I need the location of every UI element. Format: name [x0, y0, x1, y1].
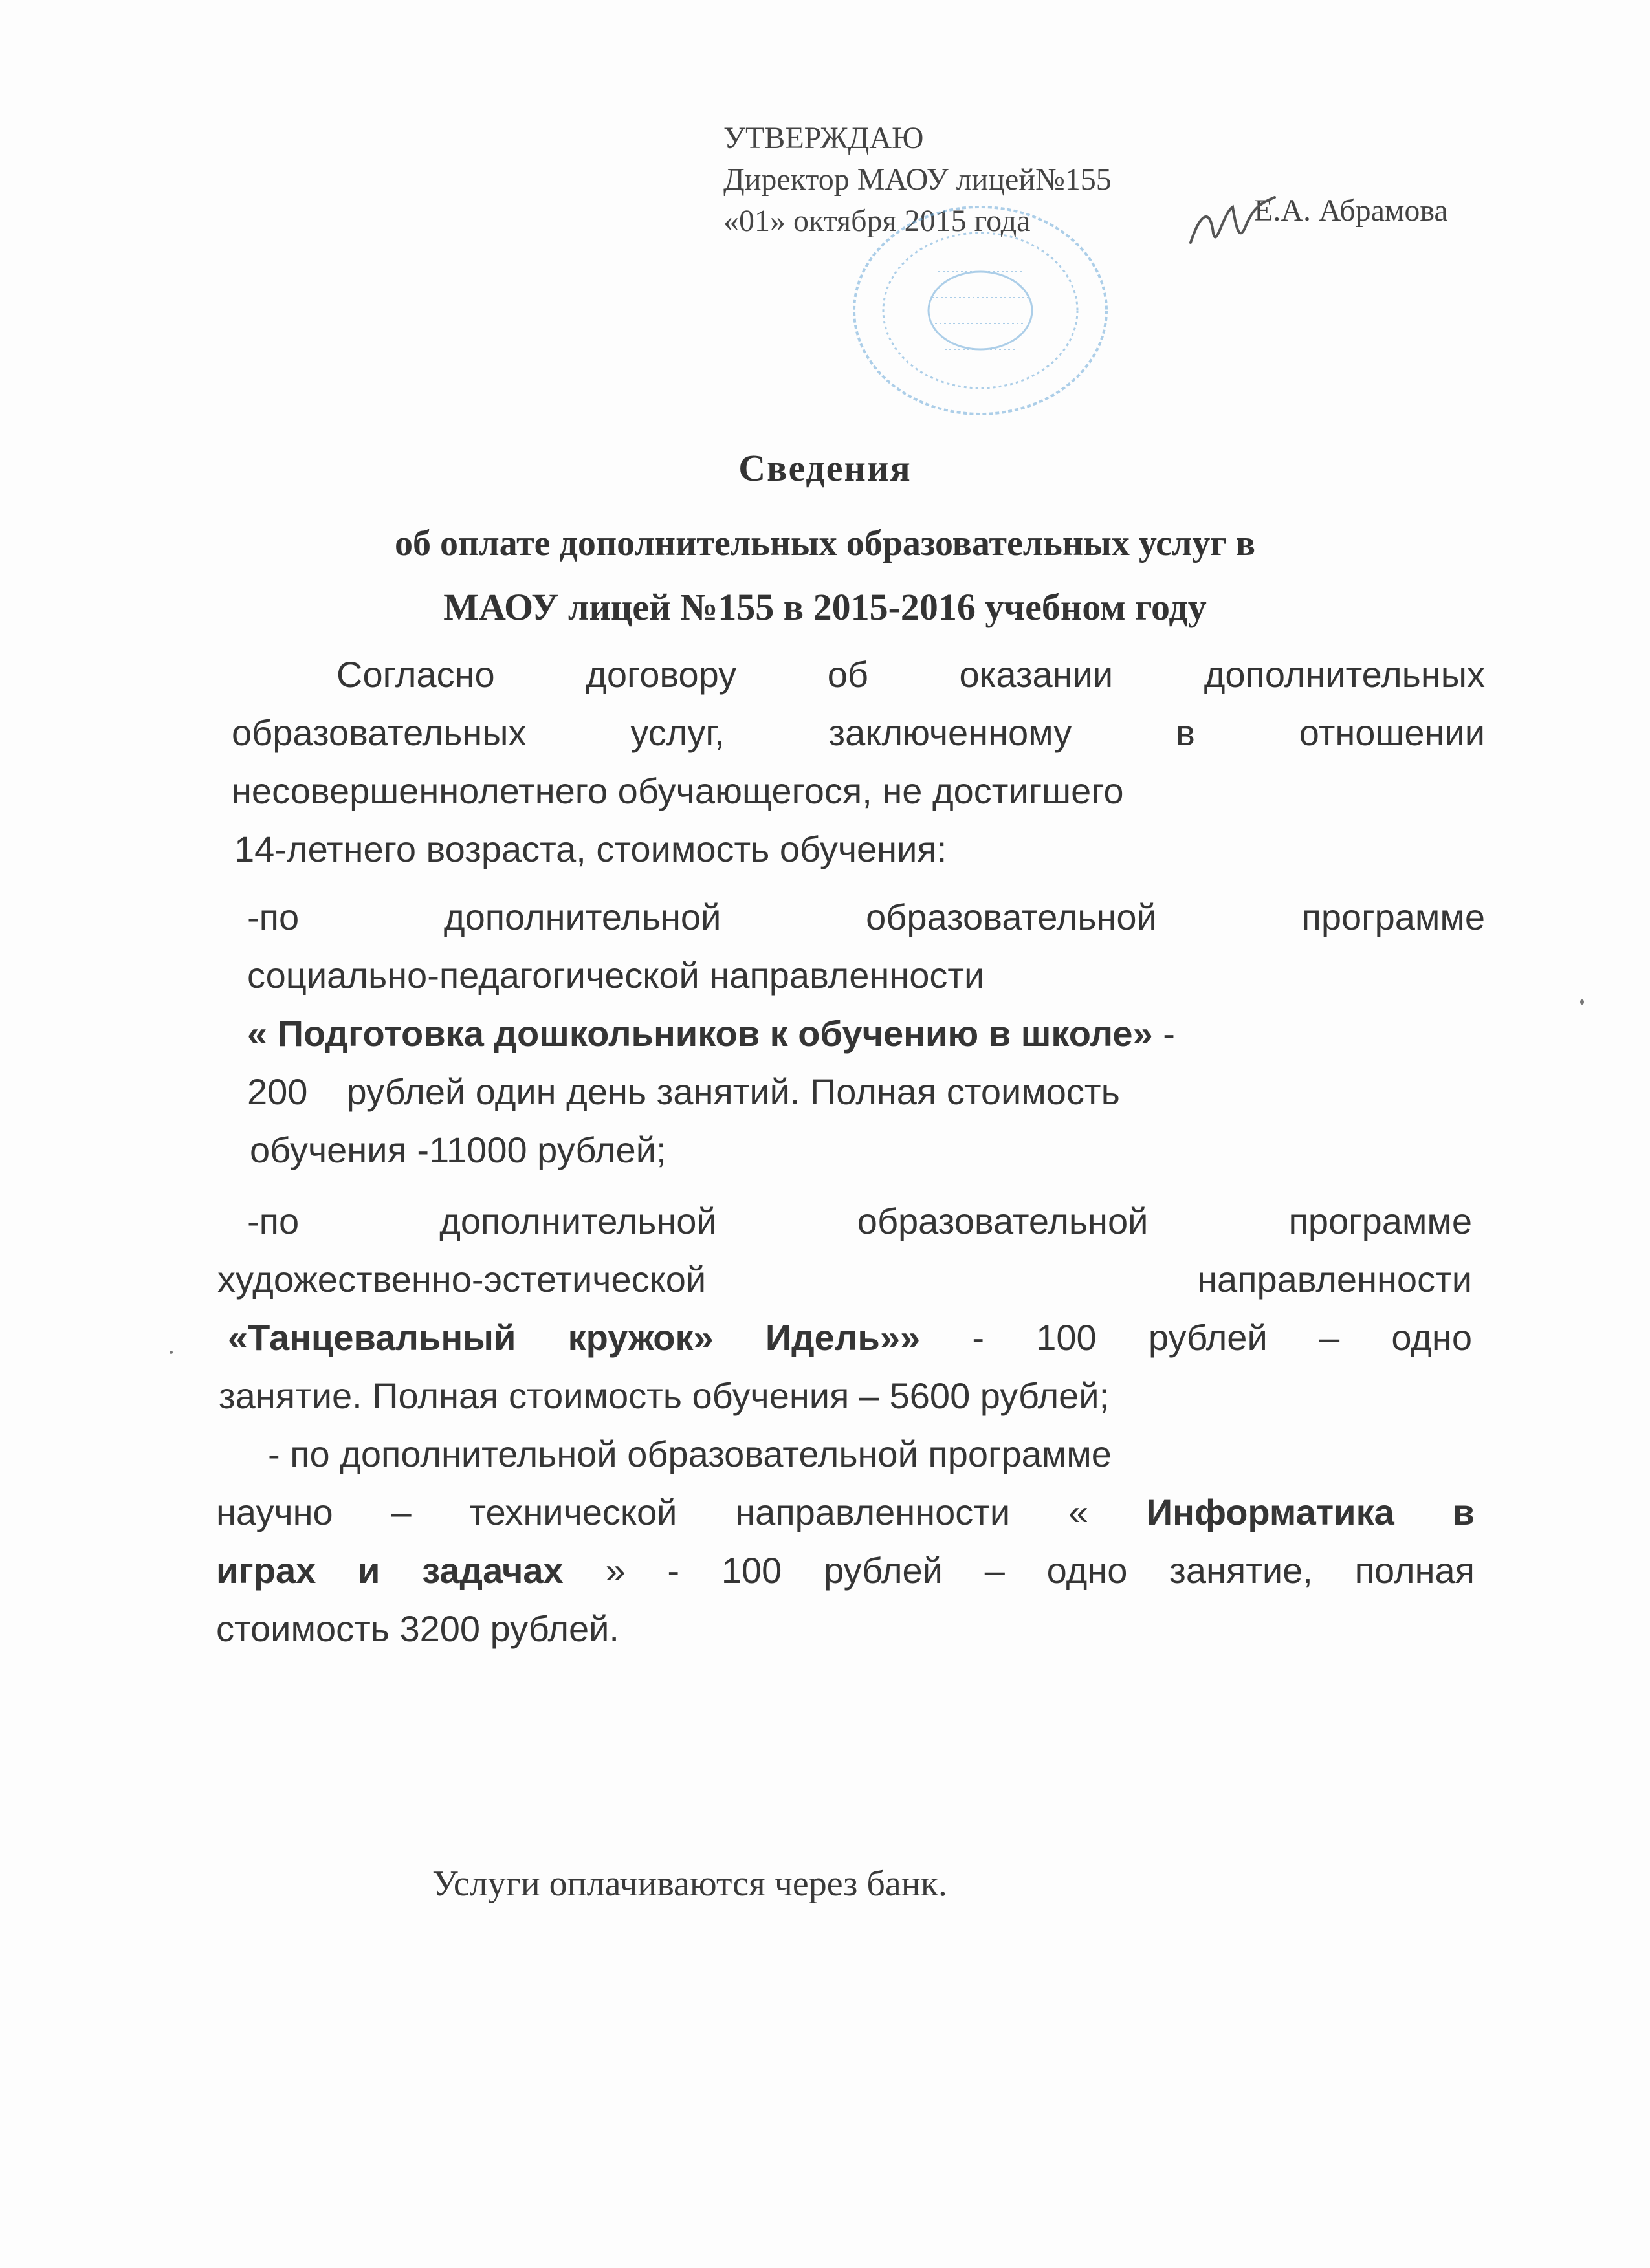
program1-line-2: социально-педагогической направленности	[247, 955, 985, 996]
scan-speck	[1580, 999, 1584, 1005]
scan-speck	[170, 1351, 173, 1354]
program3-total: стоимость 3200 рублей.	[216, 1608, 619, 1649]
program1-total: обучения -11000 рублей;	[250, 1129, 666, 1170]
intro-line-1: Согласно договору об оказании дополнительных	[336, 654, 1485, 695]
program1-name: « Подготовка дошкольников к обучению в школе»	[247, 1013, 1153, 1054]
document-subtitle-line-2: МАОУ лицей №155 в 2015-2016 учебном году	[443, 586, 1207, 628]
program2-total: занятие. Полная стоимость обучения – 5600 рублей;	[219, 1375, 1110, 1416]
payment-note: Услуги оплачиваются через банк.	[432, 1864, 947, 1904]
program3-name-b: играх и задачах	[216, 1550, 564, 1591]
program2-name-line	[228, 1316, 1472, 1358]
program2-name: «Танцевальный кружок» Идель»»	[228, 1317, 921, 1358]
approval-signer: Е.А. Абрамова	[1254, 193, 1448, 228]
program2-line-2: художественно-эстетической направленности	[217, 1259, 1472, 1300]
program1-price: 200	[247, 1071, 308, 1112]
intro-line-4: 14-летнего возраста, стоимость обучения:	[234, 829, 947, 869]
program1-name-line	[247, 1012, 1175, 1054]
signature-icon	[1184, 188, 1281, 259]
program3-line-2	[216, 1491, 1475, 1533]
program3-line-2-prefix: научно – технической направленности «	[216, 1492, 1147, 1532]
approval-heading: УТВЕРЖДАЮ	[723, 121, 924, 155]
program2-line-1: -по дополнительной образовательной программе	[247, 1201, 1472, 1241]
intro-line-2: образовательных услуг, заключенному в отношении	[232, 712, 1485, 753]
program1-price-rest: рублей один день занятий. Полная стоимость	[346, 1071, 1120, 1112]
stamp-icon	[841, 194, 1119, 427]
program1-line-1: -по дополнительной образовательной программе	[247, 897, 1485, 937]
program3-line-1: - по дополнительной образовательной программе	[268, 1434, 1112, 1474]
program1-dash: -	[1152, 1013, 1175, 1054]
program3-line-3	[216, 1549, 1475, 1591]
intro-line-3: несовершеннолетнего обучающегося, не достигшего	[232, 770, 1124, 811]
approval-position: Директор МАОУ лицей№155	[723, 162, 1112, 197]
document-subtitle-line-1: об оплате дополнительных образовательных услуг в	[394, 523, 1256, 563]
program2-price: - 100 рублей – одно	[972, 1317, 1473, 1358]
approval-date: «01» октября 2015 года	[723, 204, 1031, 238]
document-title: Сведения	[738, 447, 912, 489]
program3-name-a: Информатика в	[1146, 1492, 1475, 1532]
program3-price: » - 100 рублей – одно занятие, полная	[605, 1550, 1475, 1591]
program1-price-line	[247, 1071, 1120, 1113]
